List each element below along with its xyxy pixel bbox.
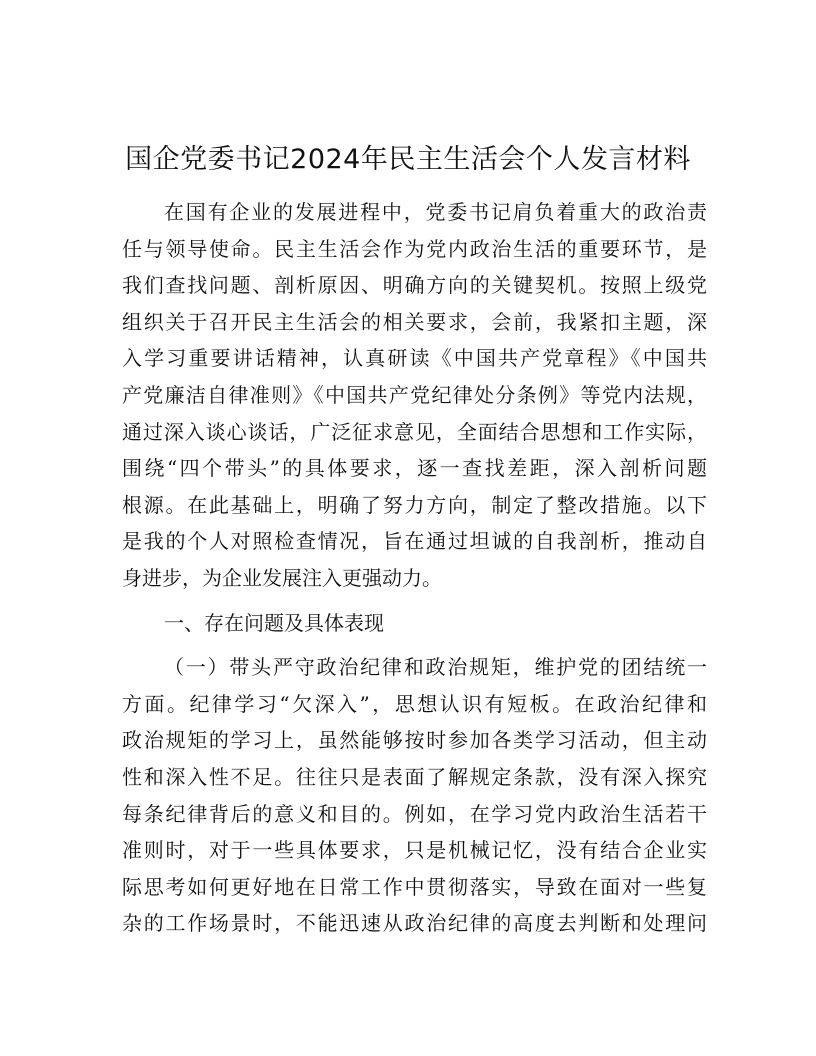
section-heading: 一、存在问题及具体表现 [164,610,384,635]
paragraph-line: （一）带头严守政治纪律和政治规矩，维护党的团结统一 [164,655,707,680]
document-title: 国企党委书记2024年民主生活会个人发言材料 [125,144,691,175]
paragraph-line: 在国有企业的发展进程中，党委书记肩负着重大的政治责 [164,200,707,224]
section-heading-block [122,605,707,642]
paragraph-line: 通过深入谈心谈话，广泛征求意见，全面结合思想和工作实际， [122,419,707,444]
paragraph-line: 性和深入性不足。往往只是表面了解规定条款，没有深入探究 [122,764,707,789]
paragraph-line: 是我的个人对照检查情况，旨在通过坦诚的自我剖析，推动自 [122,529,707,554]
subsection-paragraph [122,649,707,942]
paragraph-line: 身进步，为企业发展注入更强动力。 [122,565,442,590]
paragraph-line: 方面。纪律学习“欠深入”，思想认识有短板。在政治纪律和 [122,691,707,716]
paragraph-line: 际思考如何更好地在日常工作中贯彻落实，导致在面对一些复 [122,874,707,899]
document-body [122,194,707,942]
paragraph-line: 产党廉洁自律准则》《中国共产党纪律处分条例》等党内法规， [122,382,707,407]
paragraph-line: 根源。在此基础上，明确了努力方向，制定了整改措施。以下 [122,492,707,517]
paragraph-line: 组织关于召开民主生活会的相关要求，会前，我紧扣主题，深 [122,309,707,334]
paragraph-line: 任与领导使命。民主生活会作为党内政治生活的重要环节，是 [122,236,707,261]
paragraph-line: 政治规矩的学习上，虽然能够按时参加各类学习活动，但主动 [122,728,707,753]
paragraph-line: 每条纪律背后的意义和目的。例如，在学习党内政治生活若干 [122,801,707,826]
paragraph-line: 围绕“四个带头”的具体要求，逐一查找差距，深入剖析问题 [122,456,707,481]
paragraph-line: 我们查找问题、剖析原因、明确方向的关键契机。按照上级党 [122,273,707,298]
paragraph-line: 准则时，对于一些具体要求，只是机械记忆，没有结合企业实 [122,838,707,863]
paragraph-line: 入学习重要讲话精神，认真研读《中国共产党章程》《中国共 [122,346,707,371]
paragraph-line: 杂的工作场景时，不能迅速从政治纪律的高度去判断和处理问 [122,911,707,936]
intro-paragraph [122,194,707,597]
